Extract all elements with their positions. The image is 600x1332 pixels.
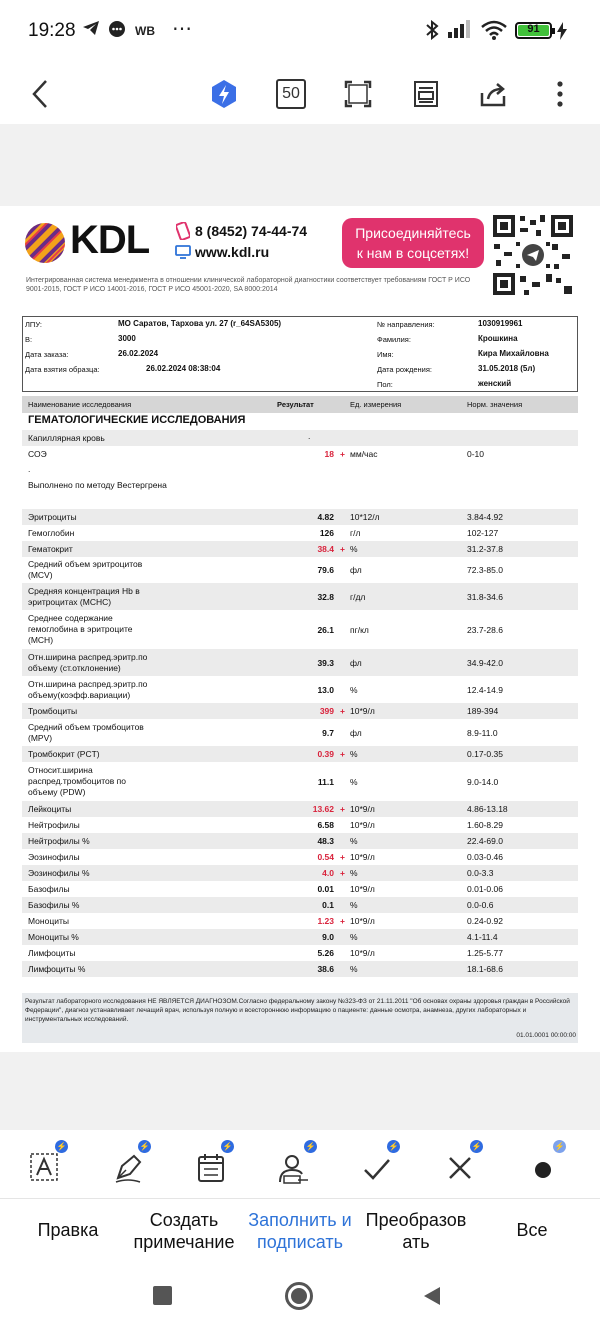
bottom-action-bar (0, 1198, 600, 1260)
checkmark-icon (357, 1148, 397, 1188)
result-norm: 31.8-34.6 (467, 592, 503, 602)
surname-label: Фамилия: (377, 335, 411, 344)
result-norm: 3.84-4.92 (467, 512, 503, 522)
lab-phone: 8 (8452) 74-44-74 (195, 223, 308, 239)
ai-badge-icon: ⚡ (56, 1142, 67, 1151)
footer-stamp: 01.01.0001 00:00:00 (516, 1032, 576, 1039)
result-norm: 1.60-8.29 (467, 820, 503, 830)
chat-bubble-icon (108, 20, 126, 43)
result-name: Базофилы % (28, 900, 80, 910)
result-value: 13.0 (317, 685, 334, 695)
result-value: 4.82 (317, 512, 334, 522)
result-unit: % (350, 749, 358, 759)
result-value: 0.39 (317, 749, 334, 759)
result-name: Нейтрофилы (28, 820, 80, 830)
results-table-header (22, 396, 578, 413)
result-unit: фл (350, 565, 362, 575)
fill-sign-label-1: Заполнить и (248, 1210, 352, 1230)
header-unit: Ед. измерения (350, 400, 402, 409)
phone-icon (176, 222, 190, 240)
result-name: Средний объем тромбоцитов (MPV) (28, 722, 144, 743)
result-row (22, 849, 578, 865)
order-date-value: 26.02.2024 (118, 349, 159, 358)
result-row (22, 945, 578, 961)
form-tool[interactable] (188, 1140, 238, 1190)
result-value: 126 (319, 528, 334, 538)
result-unit: 10*12/л (350, 512, 380, 522)
battery-icon (515, 22, 552, 39)
result-norm: 0.03-0.46 (467, 852, 503, 862)
result-norm: 4.1-11.4 (467, 932, 498, 942)
result-norm: 0.0-0.6 (467, 900, 494, 910)
convert-label-1: Преобразов (365, 1210, 467, 1230)
draw-tool[interactable] (105, 1140, 155, 1190)
result-unit: г/л (350, 528, 361, 538)
person-sign-icon (274, 1148, 314, 1188)
page-count-button[interactable] (269, 72, 313, 116)
result-name: Лимфоциты % (28, 964, 86, 974)
result-name: Отн.ширина распред.эритр.по объему (ст.отклонение) (28, 652, 148, 673)
recents-button[interactable] (153, 1286, 172, 1305)
v-value: 3000 (118, 334, 136, 343)
result-flag: + (340, 868, 345, 878)
result-norm: 8.9-11.0 (467, 728, 498, 738)
result-value: 399 (319, 706, 334, 716)
create-note-label-1: Создать (149, 1210, 219, 1230)
result-norm: 0.01-0.06 (467, 884, 503, 894)
esr-name: СОЭ (28, 449, 47, 459)
pen-nib-icon (108, 1148, 148, 1188)
result-name: Тромбоциты (28, 706, 78, 716)
result-norm: 23.7-28.6 (467, 625, 503, 635)
result-unit: % (350, 685, 358, 695)
dot-icon (523, 1148, 563, 1188)
result-value: 38.6 (317, 964, 334, 974)
cross-icon (440, 1148, 480, 1188)
result-name: Базофилы (28, 884, 70, 894)
result-value: 5.26 (317, 948, 334, 958)
result-value: 9.7 (322, 728, 334, 738)
result-flag: + (340, 804, 345, 814)
result-value: 9.0 (322, 932, 334, 942)
result-row (22, 557, 578, 583)
monitor-icon (175, 245, 191, 260)
result-name: Моноциты % (28, 932, 79, 942)
result-row (22, 649, 578, 676)
reading-mode-button[interactable] (404, 72, 448, 116)
result-name: Средняя концентрация Hb в эритроцитах (MCHC) (28, 586, 140, 607)
qr-code-icon[interactable] (490, 212, 576, 298)
text-box-tool[interactable] (22, 1140, 72, 1190)
result-norm: 0.24-0.92 (467, 916, 503, 926)
result-flag: + (340, 749, 345, 759)
all-tools-action[interactable] (490, 1219, 574, 1241)
status-bar (0, 0, 600, 62)
result-row (22, 865, 578, 881)
result-value: 79.6 (317, 565, 334, 575)
result-name: Среднее содержание гемоглобина в эритроците (MCH) (28, 613, 133, 645)
annotation-toolbar (0, 1130, 600, 1198)
ai-badge-icon: ⚡ (471, 1142, 482, 1151)
result-name: Моноциты (28, 916, 69, 926)
result-unit: 10*9/л (350, 804, 375, 814)
disclaimer-footer (22, 993, 578, 1043)
result-name: Гемоглобин (28, 528, 75, 538)
result-norm: 4.86-13.18 (467, 804, 508, 814)
promo-line-1: Присоединяйтесь (355, 225, 471, 241)
result-value: 26.1 (317, 625, 334, 635)
result-row (22, 703, 578, 719)
lightning-badge-icon (209, 79, 239, 109)
dob-label: Дата рождения: (377, 365, 432, 374)
esr-unit: мм/час (350, 449, 378, 459)
result-row (22, 676, 578, 703)
back-button[interactable] (18, 72, 62, 116)
cross-tool[interactable] (437, 1140, 487, 1190)
ai-badge-icon: ⚡ (305, 1142, 316, 1151)
result-norm: 1.25-5.77 (467, 948, 503, 958)
method-note: Выполнено по методу Вестергрена (28, 480, 167, 490)
result-row (22, 762, 578, 801)
status-time: 19:28 (28, 20, 76, 41)
ai-badge-icon: ⚡ (139, 1142, 150, 1151)
result-norm: 34.9-42.0 (467, 658, 503, 668)
certification-text: Интегрированная система менеджмента в отношении клинической лабораторной диагностики соответствует требованиям ГОСТ Р ИСО 9001-2015, ГОСТ Р ИСО 14001-2016, ГОСТ Р ИСО 45001-2020, SA 8000:2014 (26, 277, 471, 293)
lab-name: KDL (70, 218, 150, 262)
document-page (0, 206, 600, 1052)
ai-badge-icon: ⚡ (388, 1142, 399, 1151)
result-row (22, 929, 578, 945)
calendar-icon (191, 1148, 231, 1188)
telegram-icon (82, 20, 100, 41)
kebab-menu-icon (556, 79, 564, 109)
sex-value: женский (478, 379, 512, 388)
result-name: Эозинофилы % (28, 868, 90, 878)
result-value: 0.1 (322, 900, 334, 910)
sample-type-row (22, 430, 578, 446)
share-icon (478, 79, 508, 109)
lpu-label: ЛПУ: (25, 320, 42, 329)
social-promo-banner[interactable] (342, 218, 484, 268)
charging-icon (557, 22, 567, 45)
chevron-left-icon (30, 79, 50, 109)
result-name: Тромбокрит (PCT) (28, 749, 100, 759)
sample-date-label: Дата взятия образца: (25, 365, 100, 374)
result-unit: пг/кл (350, 625, 369, 635)
result-unit: % (350, 932, 358, 942)
edit-action[interactable] (20, 1219, 116, 1241)
result-value: 32.8 (317, 592, 334, 602)
sex-label: Пол: (377, 380, 393, 389)
result-unit: 10*9/л (350, 948, 375, 958)
signal-icon (448, 20, 474, 43)
create-note-action[interactable] (126, 1209, 242, 1253)
result-row (22, 961, 578, 977)
result-unit: 10*9/л (350, 706, 375, 716)
result-unit: % (350, 777, 358, 787)
result-value: 48.3 (317, 836, 334, 846)
result-row (22, 583, 578, 610)
convert-action[interactable] (358, 1209, 474, 1253)
bluetooth-icon (425, 20, 439, 45)
battery-level: 91 (527, 23, 540, 35)
fill-sign-label-2: подписать (257, 1232, 343, 1252)
lpu-value: МО Саратов, Тархова ул. 27 (r_64SA5305) (118, 319, 282, 328)
lab-website: www.kdl.ru (195, 244, 270, 260)
result-value: 4.0 (322, 868, 334, 878)
result-value: 6.58 (317, 820, 334, 830)
header-name: Наименование исследования (28, 400, 132, 409)
name-value: Кира Михайловна (478, 349, 549, 358)
result-unit: 10*9/л (350, 852, 375, 862)
result-row (22, 833, 578, 849)
system-nav-bar (0, 1260, 600, 1332)
result-norm: 102-127 (467, 528, 499, 538)
result-name: Относит.ширина распред.тромбоцитов по объему (PDW) (28, 765, 126, 797)
sample-dot: . (308, 431, 311, 441)
result-unit: % (350, 964, 358, 974)
fullscreen-icon (343, 79, 373, 109)
result-norm: 22.4-69.0 (467, 836, 503, 846)
result-row (22, 897, 578, 913)
result-row (22, 610, 578, 649)
back-nav-button[interactable] (422, 1286, 442, 1306)
result-norm: 189-394 (467, 706, 499, 716)
sample-type: Капиллярная кровь (28, 433, 105, 443)
result-flag: + (340, 544, 345, 554)
result-unit: фл (350, 728, 362, 738)
document-view-icon (411, 79, 441, 109)
result-unit: % (350, 868, 358, 878)
result-name: Лейкоциты (28, 804, 72, 814)
result-row (22, 881, 578, 897)
result-value: 1.23 (317, 916, 334, 926)
header-result: Результат (277, 400, 314, 409)
result-flag: + (340, 852, 345, 862)
sample-date-value: 26.02.2024 08:38:04 (146, 364, 221, 373)
promo-line-2: к нам в соцсетях! (356, 245, 470, 261)
result-row (22, 801, 578, 817)
name-label: Имя: (377, 350, 394, 359)
text-box-icon (25, 1148, 65, 1188)
result-row (22, 746, 578, 762)
result-norm: 12.4-14.9 (467, 685, 503, 695)
ref-value: 1030919961 (478, 319, 523, 328)
result-row (22, 525, 578, 541)
order-date-label: Дата заказа: (25, 350, 69, 359)
result-norm: 18.1-68.6 (467, 964, 503, 974)
result-unit: 10*9/л (350, 916, 375, 926)
more-notifications-icon: ⋯ (172, 18, 192, 40)
result-value: 0.01 (317, 884, 334, 894)
ai-badge-icon: ⚡ (554, 1142, 565, 1151)
result-name: Нейтрофилы % (28, 836, 90, 846)
result-name: Гематокрит (28, 544, 73, 554)
result-unit: г/дл (350, 592, 366, 602)
checkmark-tool[interactable] (354, 1140, 404, 1190)
app-toolbar (0, 62, 600, 124)
result-name: Отн.ширина распред.эритр.по объему(коэфф.вариации) (28, 679, 148, 700)
signature-tool[interactable] (271, 1140, 321, 1190)
convert-label-2: ать (402, 1232, 430, 1252)
result-unit: фл (350, 658, 362, 668)
result-value: 39.3 (317, 658, 334, 668)
result-name: Средний объем эритроцитов (MCV) (28, 559, 143, 580)
dob-value: 31.05.2018 (5л) (478, 364, 536, 373)
result-norm: 72.3-85.0 (467, 565, 503, 575)
result-value: 0.54 (317, 852, 334, 862)
all-tools-label: Все (516, 1220, 548, 1240)
result-row (22, 541, 578, 557)
ai-assistant-button[interactable] (202, 72, 246, 116)
surname-value: Крошкина (478, 334, 518, 343)
result-row (22, 719, 578, 746)
kdl-logo-icon (24, 222, 66, 264)
esr-norm: 0-10 (467, 449, 485, 459)
edit-label: Правка (37, 1220, 99, 1240)
result-norm: 0.0-3.3 (467, 868, 494, 878)
result-value: 38.4 (317, 544, 334, 554)
ai-badge-icon: ⚡ (222, 1142, 233, 1151)
result-norm: 9.0-14.0 (467, 777, 499, 787)
method-dot: . (28, 464, 31, 474)
result-unit: % (350, 544, 358, 554)
dot-tool[interactable] (520, 1140, 570, 1190)
result-unit: % (350, 836, 358, 846)
result-norm: 0.17-0.35 (467, 749, 503, 759)
page-count: 50 (276, 79, 306, 109)
result-value: 11.1 (317, 777, 334, 787)
result-row (22, 913, 578, 929)
fill-and-sign-action[interactable] (242, 1209, 358, 1253)
patient-info-box (22, 316, 578, 392)
carrier-label: WB (135, 24, 155, 38)
more-options-button[interactable] (538, 72, 582, 116)
result-name: Лимфоциты (28, 948, 76, 958)
section-title: ГЕМАТОЛОГИЧЕСКИЕ ИССЛЕДОВАНИЯ (28, 414, 246, 426)
esr-row (22, 446, 578, 462)
result-value: 13.62 (312, 804, 334, 814)
result-norm: 31.2-37.8 (467, 544, 503, 554)
home-button[interactable] (284, 1281, 314, 1311)
result-row (22, 817, 578, 833)
header-norm: Норм. значения (467, 400, 523, 409)
result-unit: 10*9/л (350, 820, 375, 830)
result-name: Эозинофилы (28, 852, 80, 862)
ref-label: № направления: (377, 320, 435, 329)
create-note-label-2: примечание (133, 1232, 235, 1252)
esr-flag: + (340, 449, 345, 459)
wifi-icon (481, 20, 507, 45)
result-name: Эритроциты (28, 512, 77, 522)
fullscreen-button[interactable] (336, 72, 380, 116)
result-flag: + (340, 916, 345, 926)
result-unit: % (350, 900, 358, 910)
result-unit: 10*9/л (350, 884, 375, 894)
share-button[interactable] (471, 72, 515, 116)
result-row (22, 509, 578, 525)
result-flag: + (340, 706, 345, 716)
v-label: В: (25, 335, 33, 344)
esr-result: 18 (324, 449, 334, 459)
disclaimer-text: Результат лабораторного исследования НЕ ЯВЛЯЕТСЯ ДИАГНОЗОМ.Согласно федеральному закону №323-ФЗ от 21.11.2011 "Об основах охраны здоровья граждан в Российской Федерации", диагноз устанавливает лечащий врач, используя полную и всестороннюю информацию о пациенте: данные осмотра, анамнеза, других лабораторных и инструментальных исследований. (25, 998, 570, 1023)
